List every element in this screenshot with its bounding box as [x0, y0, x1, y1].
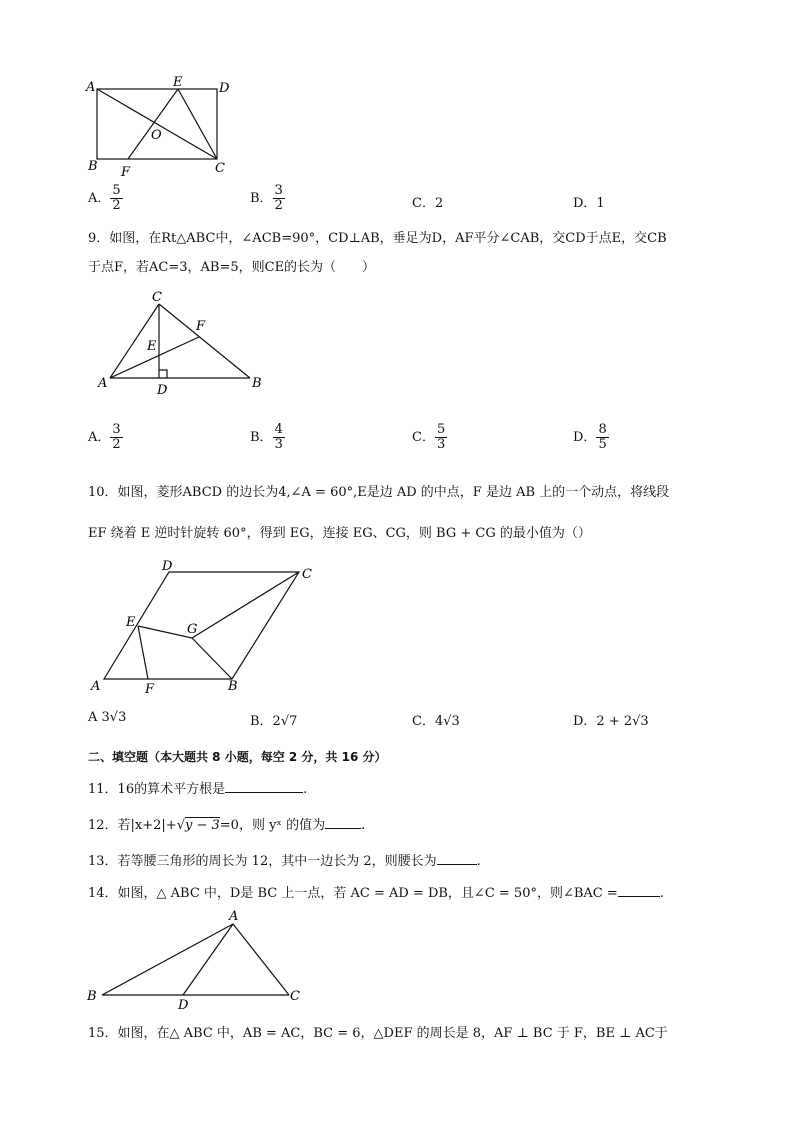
- q15-line: 15．如图，在△ ABC 中，AB = AC，BC = 6，△DEF 的周长是 8，AF ⊥ BC 于 F，BE ⊥ AC于: [88, 1026, 668, 1041]
- point-label: C: [290, 989, 300, 1004]
- answer-blank[interactable]: [225, 780, 303, 793]
- q8-option-c: C．2: [412, 196, 444, 211]
- point-label: O: [151, 128, 162, 143]
- figure-q8-rectangle: [84, 74, 234, 180]
- q9-option-b: B． $\frac{4}{3}$: [250, 422, 283, 452]
- point-label: F: [196, 319, 206, 334]
- point-label: A: [86, 80, 96, 95]
- point-label: B: [228, 679, 238, 694]
- point-label: G: [187, 622, 198, 637]
- q8-option-d: D．1: [573, 196, 605, 211]
- q9-option-a: A． $\frac{3}{2}$: [88, 422, 121, 452]
- point-label: D: [162, 559, 173, 574]
- answer-blank[interactable]: [325, 816, 361, 829]
- q14-line: 14．如图，△ ABC 中，D是 BC 上一点，若 AC = AD = DB，且∠C = 50°，则∠BAC = .: [88, 886, 664, 901]
- figure-q14-triangle: [82, 906, 312, 1012]
- q8-option-b: B． $\frac{3}{2}$: [250, 183, 283, 213]
- figure-q10-rhombus: [86, 558, 326, 698]
- point-label: A: [91, 679, 101, 694]
- q10-option-b: B．2√7: [250, 714, 298, 729]
- q10-text-line2: EF 绕着 E 逆时针旋转 60°，得到 EG，连接 EG、CG，则 BG + CG 的最小值为（）: [88, 526, 591, 541]
- point-label: C: [215, 161, 225, 176]
- q9-text-line1: 9．如图，在Rt△ABC中，∠ACB=90°，CD⊥AB，垂足为D，AF平分∠CAB，交CD于点E，交CB: [88, 231, 667, 246]
- point-label: D: [178, 998, 189, 1012]
- q13-line: 13．若等腰三角形的周长为 12，其中一边长为 2，则腰长为 .: [88, 854, 481, 869]
- q10-text-line1: 10．如图，菱形ABCD 的边长为4,∠A = 60°,E是边 AD 的中点，F 是边 AB 上的一个动点，将线段: [88, 485, 670, 500]
- figure-q9-triangle: [92, 286, 270, 400]
- q8-option-a: A． $\frac{5}{2}$: [88, 183, 121, 213]
- point-label: C: [152, 290, 162, 305]
- q10-option-d: D．2 + 2√3: [573, 714, 649, 729]
- q12-line: 12．若|x+2|+√y − 3=0，则 yˣ 的值为 .: [88, 818, 366, 833]
- point-label: E: [173, 75, 183, 90]
- q9-option-d: D． $\frac{8}{5}$: [573, 422, 607, 452]
- sqrt-symbol: √: [176, 818, 185, 833]
- q11-line: 11．16的算术平方根是 .: [88, 782, 308, 797]
- q9-option-c: C． $\frac{5}{3}$: [412, 422, 446, 452]
- answer-blank[interactable]: [437, 852, 477, 865]
- point-label: B: [88, 159, 98, 174]
- section-title: 二、填空题（本大题共 8 小题，每空 2 分，共 16 分）: [88, 750, 387, 764]
- point-label: B: [87, 989, 97, 1004]
- point-label: C: [302, 567, 312, 582]
- answer-blank[interactable]: [618, 884, 660, 897]
- point-label: F: [145, 682, 155, 697]
- q10-option-c: C．4√3: [412, 714, 460, 729]
- point-label: F: [121, 165, 131, 180]
- q9-text-line2: 于点F，若AC=3，AB=5，则CE的长为（ ）: [88, 260, 376, 275]
- point-label: B: [252, 376, 262, 391]
- point-label: E: [147, 339, 157, 354]
- point-label: D: [219, 81, 230, 96]
- q10-option-a: A 3√3: [88, 710, 127, 725]
- point-label: D: [157, 383, 168, 398]
- point-label: E: [126, 615, 136, 630]
- point-label: A: [98, 376, 108, 391]
- point-label: A: [229, 909, 239, 924]
